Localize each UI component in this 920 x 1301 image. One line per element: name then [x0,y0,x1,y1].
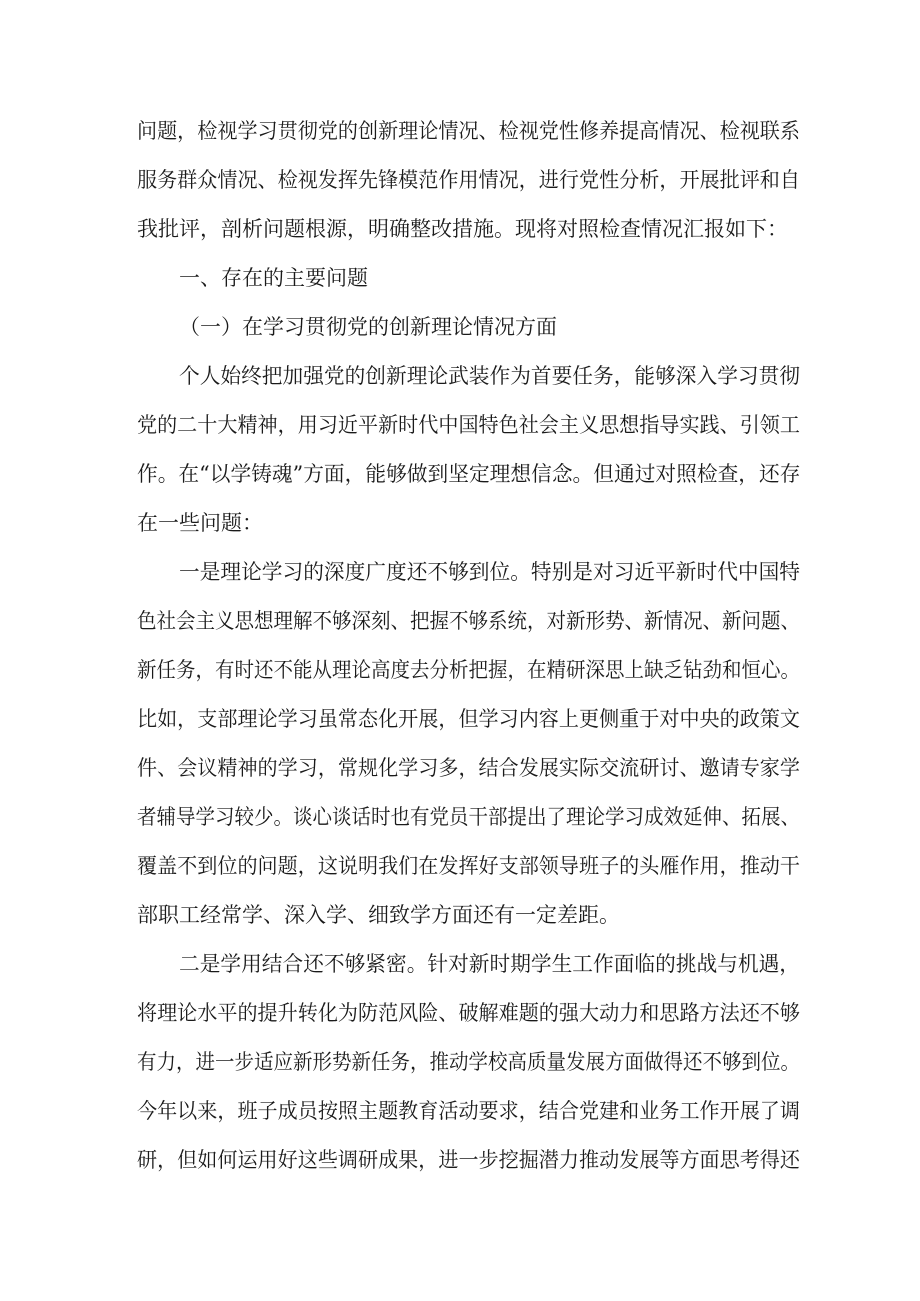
para2-line-7: 覆盖不到位的问题，这说明我们在发挥好支部领导班子的头雁作用，推动干 [137,854,800,878]
subsection-heading: （一）在学习贯彻党的创新理论情况方面 [179,315,557,339]
para2-line-2: 色社会主义思想理解不够深刻、把握不够系统，对新形势、新情况、新问题、 [137,609,801,633]
section-heading: 一、存在的主要问题 [179,266,368,290]
para2-line-4: 比如，支部理论学习虽常态化开展，但学习内容上更侧重于对中央的政策文 [137,707,800,731]
para2-line-8: 部职工经常学、深入学、细致学方面还有一定差距。 [137,903,620,927]
para2-line-3: 新任务，有时还不能从理论高度去分析把握，在精研深思上缺乏钻劲和恒心。 [137,658,801,682]
para3-line-1: 二是学用结合还不够紧密。针对新时期学生工作面临的挑战与机遇， [179,952,800,976]
para1-line-2: 党的二十大精神，用习近平新时代中国特色社会主义思想指导实践、引领工 [137,413,800,437]
intro-line-1: 问题，检视学习贯彻党的创新理论情况、检视党性修养提高情况、检视联系 [137,119,800,143]
para1-line-3: 作。在“以学铸魂”方面，能够做到坚定理想信念。但通过对照检查，还存 [137,462,801,486]
intro-line-3: 我批评，剖析问题根源，明确整改措施。现将对照检查情况汇报如下： [137,217,788,241]
para3-line-2: 将理论水平的提升转化为防范风险、破解难题的强大动力和思路方法还不够 [137,1001,800,1025]
para3-line-4: 今年以来，班子成员按照主题教育活动要求，结合党建和业务工作开展了调 [137,1099,800,1123]
para2-line-6: 者辅导学习较少。谈心谈话时也有党员干部提出了理论学习成效延伸、拓展、 [137,805,801,829]
para2-line-5: 件、会议精神的学习，常规化学习多，结合发展实际交流研讨、邀请专家学 [137,756,800,780]
intro-line-2: 服务群众情况、检视发挥先锋模范作用情况，进行党性分析，开展批评和自 [137,168,800,192]
para3-line-5: 研，但如何运用好这些调研成果，进一步挖掘潜力推动发展等方面思考得还 [137,1148,800,1172]
para1-line-4: 在一些问题： [137,511,263,535]
para1-line-1: 个人始终把加强党的创新理论武装作为首要任务，能够深入学习贯彻 [179,364,800,388]
para2-line-1: 一是理论学习的深度广度还不够到位。特别是对习近平新时代中国特 [179,560,800,584]
para3-line-3: 有力，进一步适应新形势新任务，推动学校高质量发展方面做得还不够到位。 [137,1050,801,1074]
